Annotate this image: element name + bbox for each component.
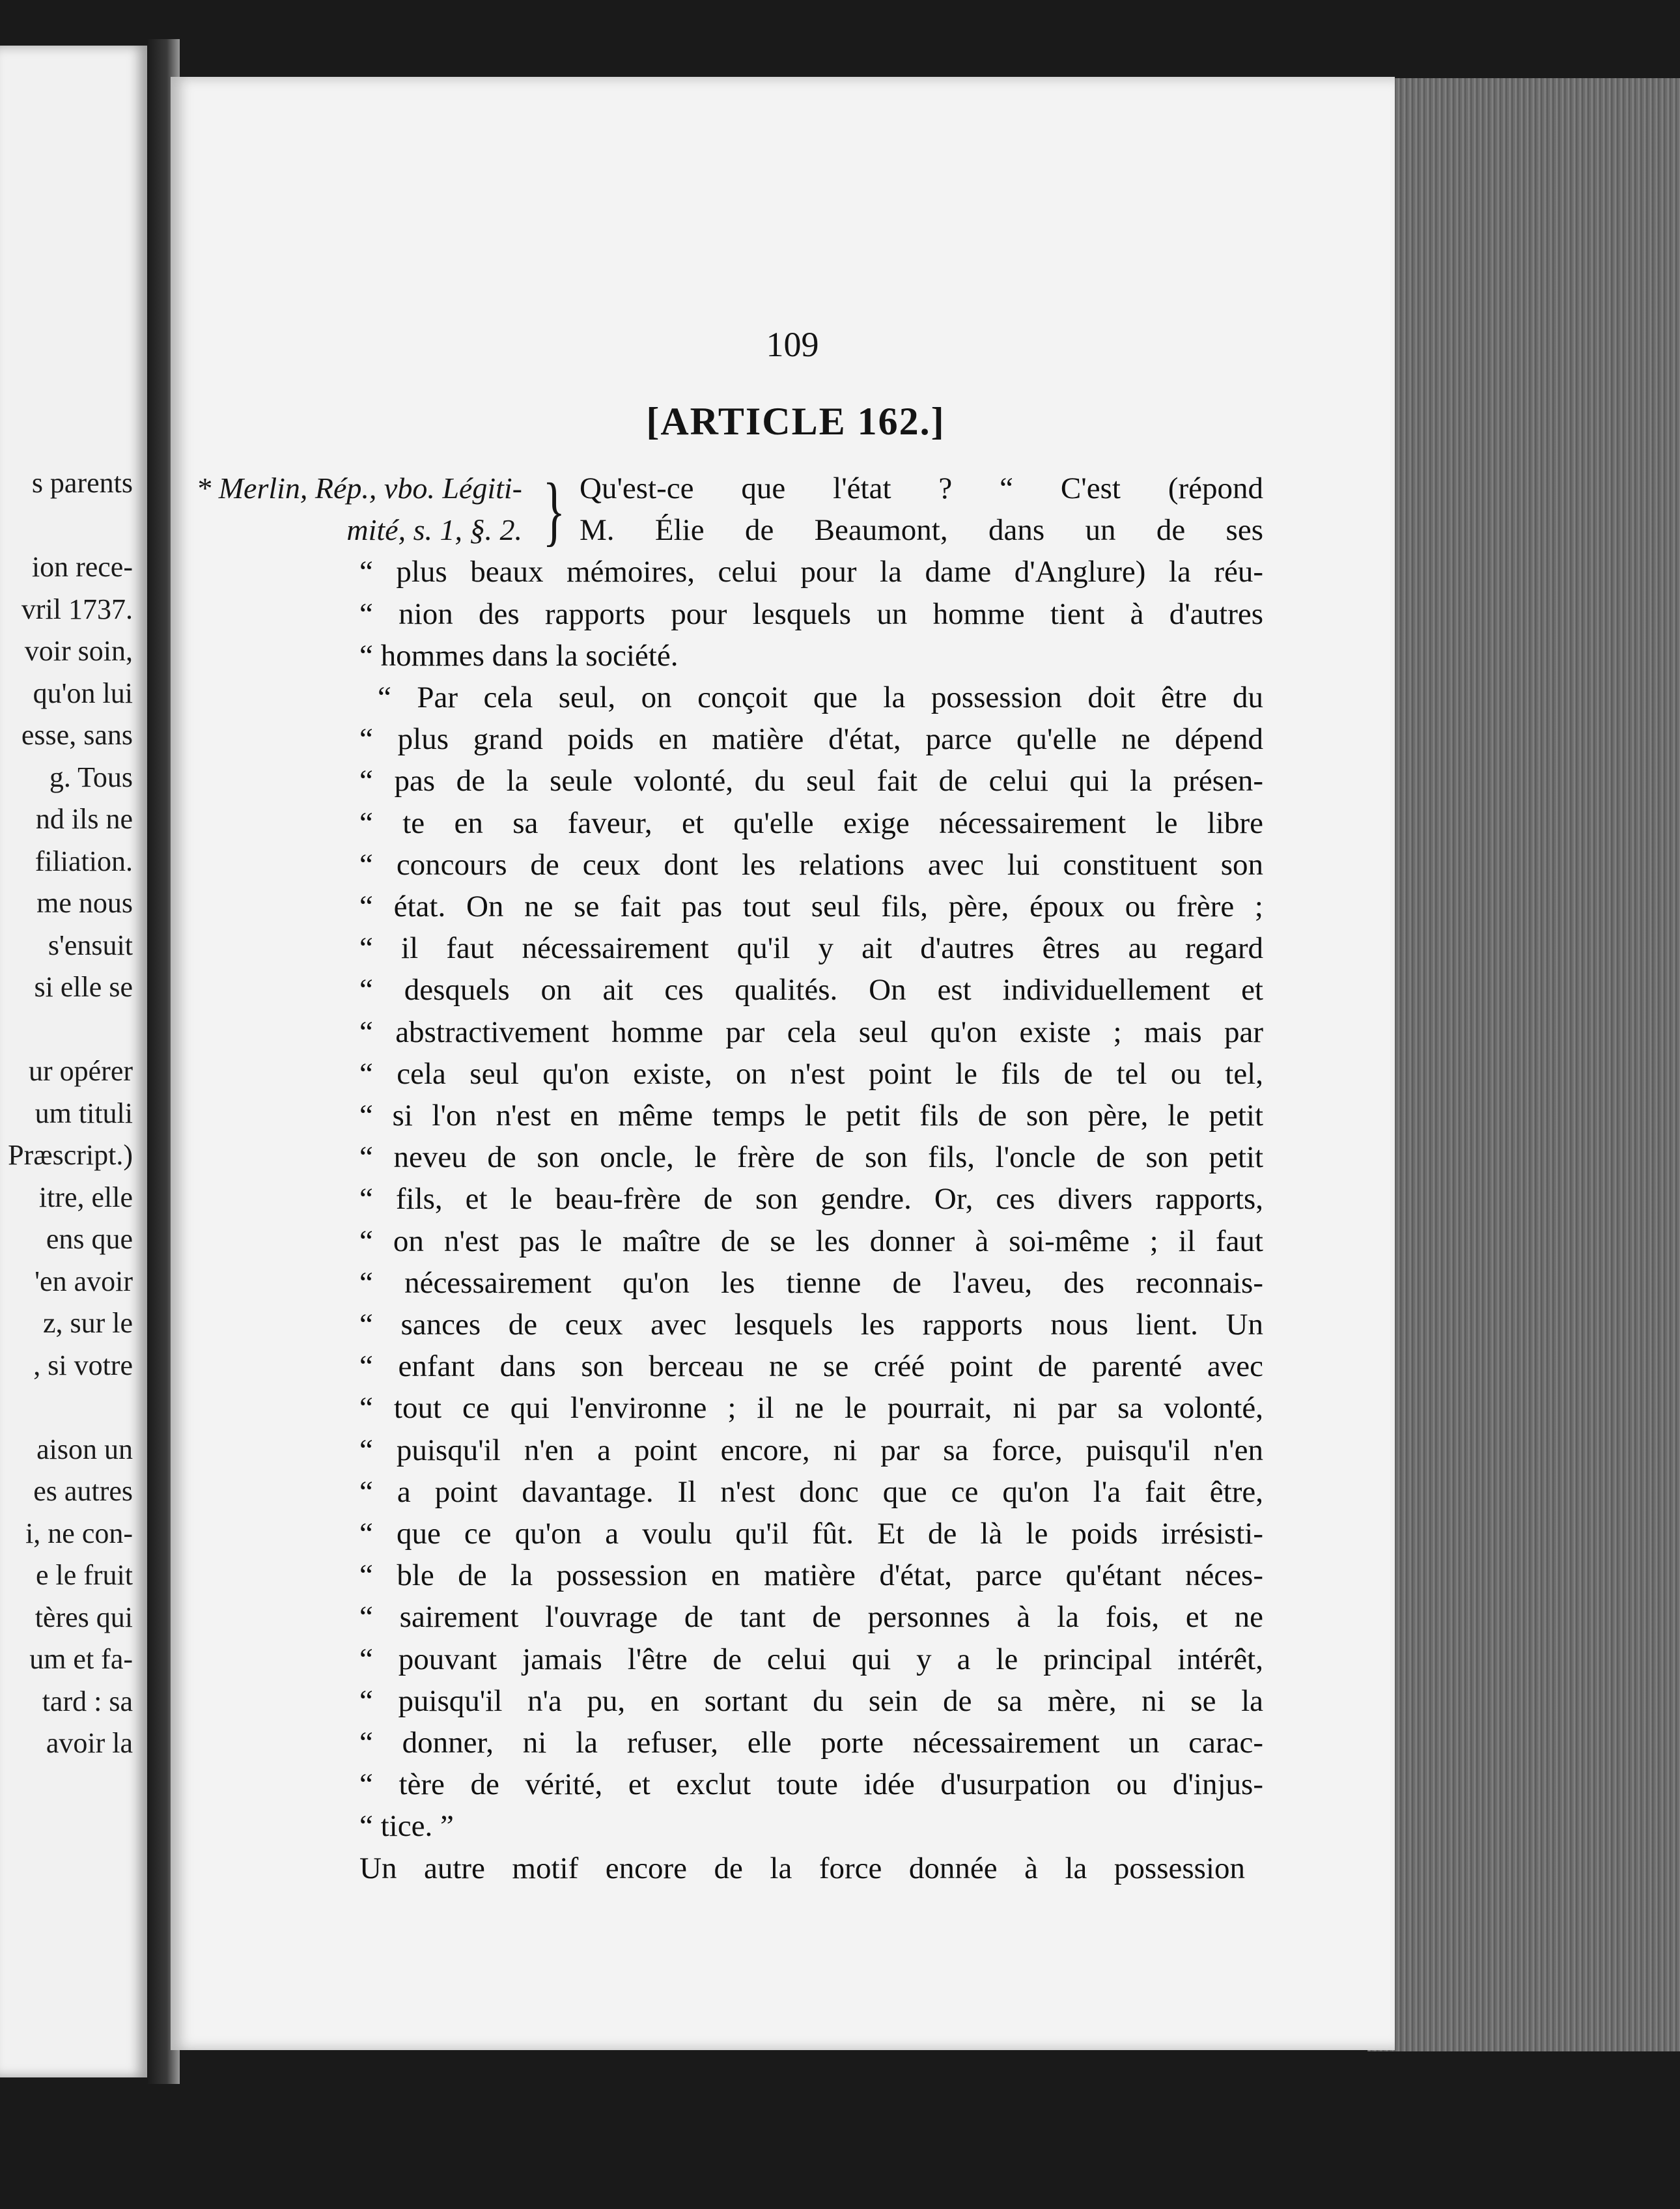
previous-page-text: [0, 462, 133, 1765]
body-line: “ Par cela seul, on conçoit que la possession doit être du: [378, 681, 1263, 714]
previous-page-line: itre, elle: [38, 1181, 133, 1213]
previous-page-line: avoir la: [46, 1727, 133, 1759]
body-line: “ tice. ”: [359, 1809, 454, 1844]
citation-line-2: mité, s. 1, §. 2.: [346, 513, 522, 546]
body-line: “ sances de ceux avec lesquels les rapports nous lient. Un: [359, 1308, 1263, 1342]
body-line: “ puisqu'il n'a pu, en sortant du sein de sa mère, ni se la: [359, 1683, 1263, 1718]
body-line: “ puisqu'il n'en a point encore, ni par sa force, puisqu'il n'en: [359, 1433, 1263, 1467]
page-number: 109: [766, 325, 819, 364]
body-line: “ nion des rapports pour lesquels un homme tient à d'autres: [359, 597, 1263, 631]
previous-page-line: aison un: [36, 1433, 133, 1465]
previous-page-line: z, sur le: [42, 1307, 133, 1339]
body-line: “ état. On ne se fait pas tout seul fils, père, époux ou frère ;: [359, 890, 1263, 923]
previous-page-line: g. Tous: [49, 761, 133, 793]
body-line: “ tère de vérité, et exclut toute idée d'usurpation ou d'injus-: [359, 1767, 1263, 1802]
previous-page-line: esse, sans: [21, 719, 133, 751]
previous-page-line: , si votre: [33, 1349, 133, 1381]
body-line: “ il faut nécessairement qu'il y ait d'autres êtres au regard: [359, 931, 1263, 966]
previous-page-fragment: [0, 46, 147, 2077]
previous-page-line: si elle se: [34, 971, 133, 1003]
previous-page-line: s'ensuit: [48, 929, 133, 961]
previous-page-line: [0, 505, 133, 547]
previous-page-line: e le fruit: [35, 1559, 133, 1591]
previous-page-line: ion rece-: [31, 551, 133, 583]
body-line: “ sairement l'ouvrage de tant de personnes à la fois, et ne: [359, 1600, 1263, 1635]
citation-line-1: * Merlin, Rép., vbo. Légiti-: [196, 471, 522, 505]
previous-page-line: um tituli: [35, 1097, 133, 1129]
previous-page-line: filiation.: [35, 845, 133, 877]
body-line: Qu'est-ce que l'état ? “ C'est (répond: [580, 471, 1263, 505]
body-line: “ plus grand poids en matière d'état, parce qu'elle ne dépend: [359, 722, 1263, 757]
body-line: “ fils, et le beau-frère de son gendre. Or, ces divers rapports,: [359, 1182, 1263, 1217]
body-line: “ que ce qu'on a voulu qu'il fût. Et de là le poids irrésisti-: [359, 1517, 1263, 1551]
previous-page-line: vril 1737.: [21, 593, 133, 625]
body-line: “ desquels on ait ces qualités. On est individuellement et: [359, 973, 1263, 1007]
previous-page-line: [0, 1386, 133, 1429]
citation-brace: }: [542, 467, 566, 554]
marginal-citation: [184, 468, 522, 551]
previous-page-line: 'en avoir: [35, 1265, 133, 1297]
body-line: “ plus beaux mémoires, celui pour la dame d'Anglure) la réu-: [359, 555, 1263, 589]
body-line: Un autre motif encore de la force donnée à la possession: [359, 1851, 1245, 1885]
previous-page-line: um et fa-: [29, 1643, 133, 1675]
previous-page-line: [0, 1009, 133, 1051]
previous-page-line: me nous: [36, 887, 133, 919]
body-line: “ pouvant jamais l'être de celui qui y a le principal intérêt,: [359, 1642, 1263, 1676]
previous-page-line: s parents: [31, 467, 133, 499]
body-line: “ on n'est pas le maître de se les donner à soi-même ; il faut: [359, 1224, 1263, 1258]
body-line: “ si l'on n'est en même temps le petit fils de son père, le petit: [359, 1099, 1263, 1133]
previous-page-line: i, ne con-: [25, 1517, 133, 1549]
body-line: M. Élie de Beaumont, dans un de ses: [580, 513, 1263, 548]
body-line: “ te en sa faveur, et qu'elle exige nécessairement le libre: [359, 806, 1263, 840]
body-line: “ a point davantage. Il n'est donc que ce qu'on l'a fait être,: [359, 1474, 1263, 1509]
body-line: “ tout ce qui l'environne ; il ne le pourrait, ni par sa volonté,: [359, 1391, 1263, 1426]
body-line: “ cela seul qu'on existe, on n'est point le fils de tel ou tel,: [359, 1056, 1263, 1091]
previous-page-line: voir soin,: [24, 635, 133, 667]
previous-page-line: Præscript.): [8, 1139, 133, 1171]
page: [171, 77, 1395, 2050]
page-edges: [1367, 78, 1680, 2051]
body-line: “ abstractivement homme par cela seul qu'on existe ; mais par: [359, 1015, 1263, 1049]
body-line: “ enfant dans son berceau ne se créé point de parenté avec: [359, 1349, 1263, 1384]
previous-page-line: qu'on lui: [33, 677, 133, 709]
previous-page-line: nd ils ne: [35, 803, 133, 835]
previous-page-line: tard : sa: [42, 1685, 133, 1717]
body-line: “ ble de la possession en matière d'état, parce qu'étant néces-: [359, 1558, 1263, 1593]
previous-page-line: es autres: [33, 1475, 133, 1507]
body-line: “ neveu de son oncle, le frère de son fils, l'oncle de son petit: [359, 1140, 1263, 1175]
body-line: “ concours de ceux dont les relations avec lui constituent son: [359, 847, 1263, 882]
previous-page-line: tères qui: [35, 1601, 133, 1633]
article-heading: [ARTICLE 162.]: [646, 400, 945, 443]
body-line: “ hommes dans la société.: [359, 638, 679, 673]
previous-page-line: ur opérer: [28, 1055, 133, 1087]
body-line: “ donner, ni la refuser, elle porte nécessairement un carac-: [359, 1726, 1263, 1760]
body-line: “ nécessairement qu'on les tienne de l'aveu, des reconnais-: [359, 1265, 1263, 1300]
previous-page-line: ens que: [46, 1223, 133, 1255]
body-line: “ pas de la seule volonté, du seul fait de celui qui la présen-: [359, 764, 1263, 798]
